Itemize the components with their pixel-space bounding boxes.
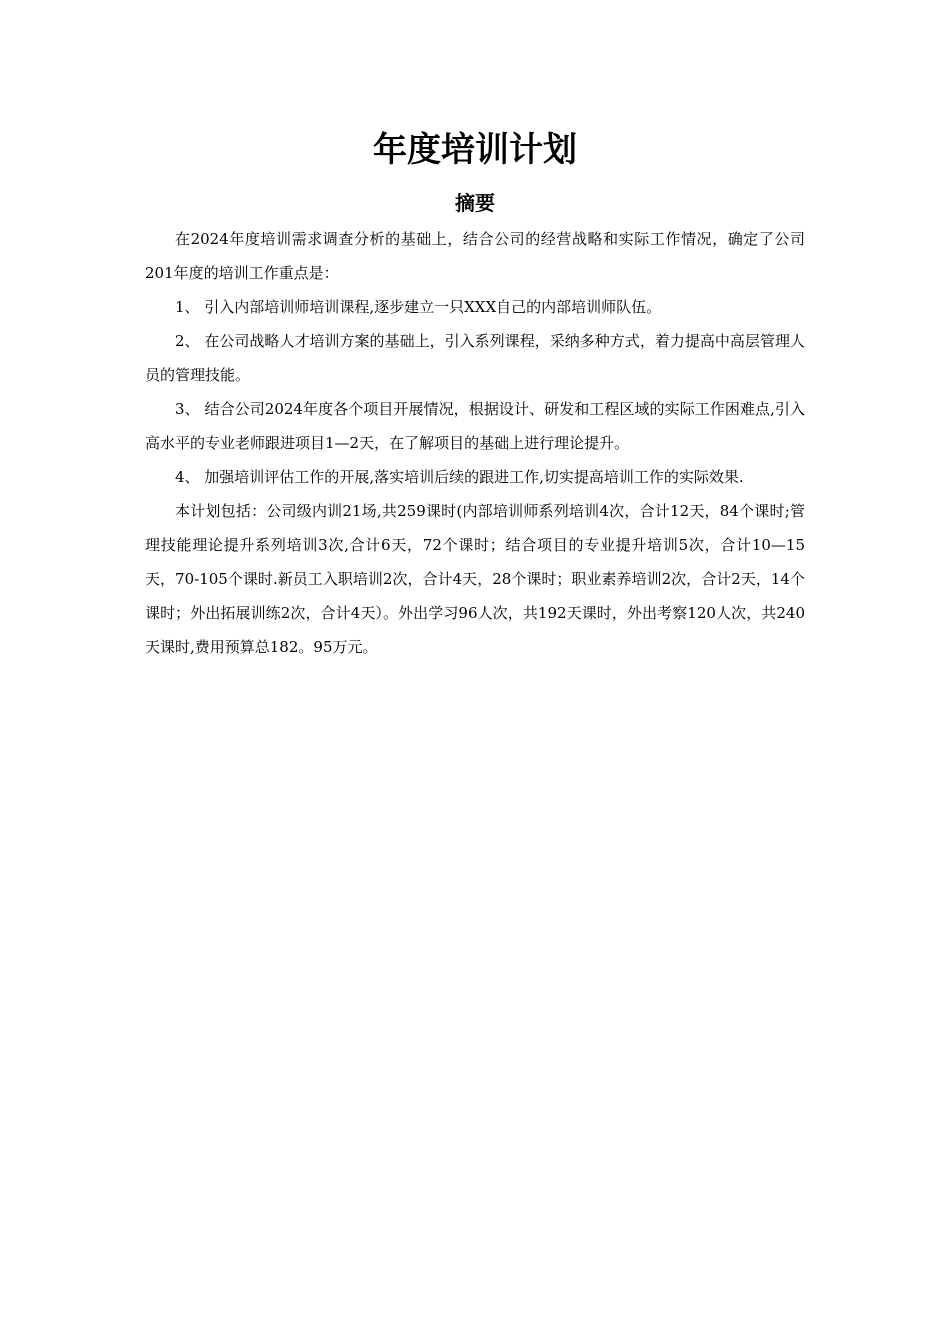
document-title: 年度培训计划 [373, 130, 577, 170]
intro-paragraph: 在2024年度培训需求调查分析的基础上，结合公司的经营战略和实际工作情况，确定了公司201年度的培训工作重点是： [145, 230, 805, 282]
document-body [145, 120, 805, 664]
abstract-heading: 摘要 [455, 191, 495, 215]
priority-item-1: 1、 引入内部培训师培训课程,逐步建立一只XXX自己的内部培训师队伍。 [175, 298, 662, 316]
plan-summary-paragraph: 本计划包括：公司级内训21场,共259课时(内部培训师系列培训4次，合计12天，84个课时;管理技能理论提升系列培训3次,合计6天，72个课时；结合项目的专业提升培训5次，合计10—15天，70-105个课时.新员工入职培训2次，合计4天，28个课时；职业素养培训2次，合计2天，14个课时；外出拓展训练2次，合计4天）。外出学习96人次，共192天课时，外出考察120人次，共240天课时,费用预算总182。95万元。 [145, 502, 805, 656]
priority-item-2: 2、 在公司战略人才培训方案的基础上，引入系列课程，采纳多种方式，着力提高中高层管理人员的管理技能。 [145, 332, 805, 384]
priority-item-3: 3、 结合公司2024年度各个项目开展情况，根据设计、研发和工程区域的实际工作困难点,引入高水平的专业老师跟进项目1—2天，在了解项目的基础上进行理论提升。 [145, 400, 805, 452]
priority-item-4: 4、 加强培训评估工作的开展,落实培训后续的跟进工作,切实提高培训工作的实际效果. [175, 468, 744, 486]
